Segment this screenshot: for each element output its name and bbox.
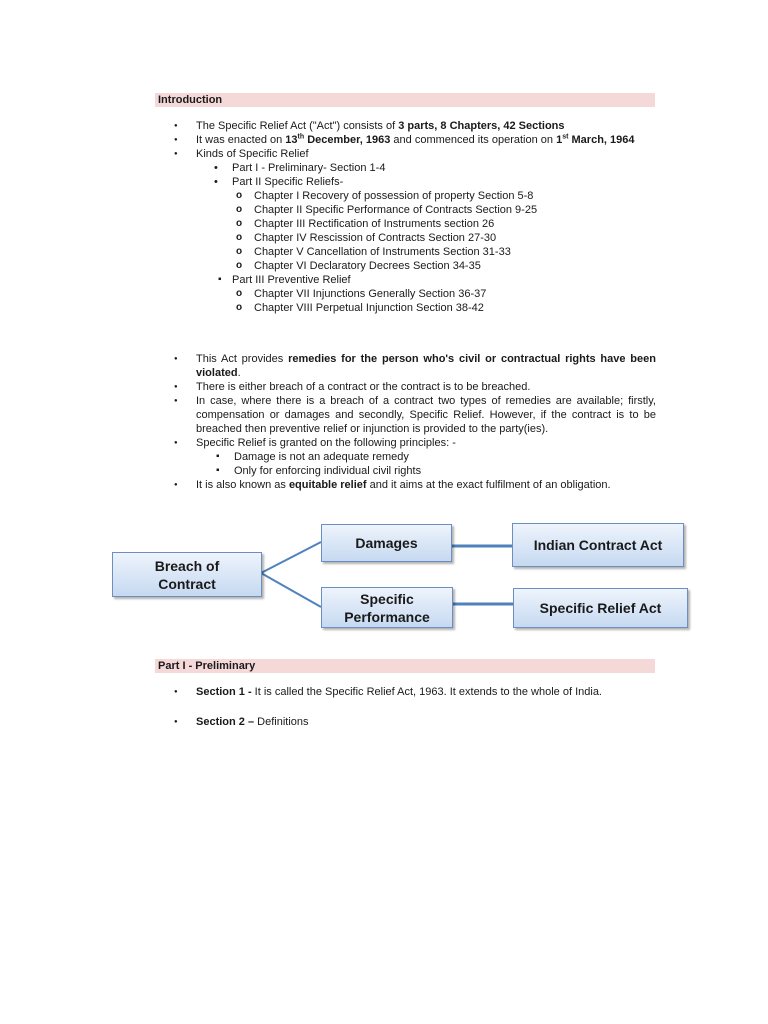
part-ii-label: Part II Specific Reliefs- xyxy=(232,176,344,188)
list-item xyxy=(174,147,656,315)
introduction-list-continued xyxy=(174,352,656,492)
chapter-text: Chapter VI Declaratory Decrees Section 34-35 xyxy=(254,260,481,272)
introduction-list xyxy=(174,119,656,315)
list-item xyxy=(174,380,656,394)
indian-contract-act-box xyxy=(512,523,684,567)
list-item xyxy=(174,478,656,492)
list-text: In case, where there is a breach of a contract two types of remedies are available; firstly, compensation or damages and secondly, Specific Relief. However, if the contract is to be breached then preventive relief or injunction is provided to the party(ies). xyxy=(196,395,656,435)
chapter-item xyxy=(232,301,656,315)
list-item xyxy=(174,685,656,699)
chapter-text: Chapter IV Rescission of Contracts Section 27-30 xyxy=(254,232,497,244)
superscript: st xyxy=(562,133,569,141)
part-item xyxy=(196,161,656,175)
part-i-preliminary-header: Part I - Preliminary xyxy=(155,659,655,673)
enact-day: 13 xyxy=(285,134,298,146)
section-label: Section 1 - xyxy=(196,686,252,698)
chapters-list xyxy=(232,287,656,315)
list-text: This Act provides xyxy=(196,353,289,365)
list-text: . xyxy=(237,367,241,379)
list-text: and commenced its operation on xyxy=(390,134,557,146)
chapter-item xyxy=(232,287,656,301)
list-text: It was enacted on xyxy=(196,134,286,146)
connector-breach-damages xyxy=(261,542,321,573)
chapter-text: Chapter II Specific Performance of Contracts Section 9-25 xyxy=(254,204,538,216)
list-item xyxy=(174,394,656,436)
damages-box xyxy=(321,524,452,562)
specific-performance-box xyxy=(321,587,453,628)
commence-date: March, 1964 xyxy=(568,134,635,146)
list-item xyxy=(174,436,656,478)
section-label: Section 2 – xyxy=(196,716,255,728)
principle-item xyxy=(196,450,656,464)
part-item xyxy=(196,273,656,315)
chapter-text: Chapter VII Injunctions Generally Section 36-37 xyxy=(254,288,487,300)
commence-day: 1 xyxy=(556,134,563,146)
list-text: It is called the Specific Relief Act, 1963. It extends to the whole of India. xyxy=(251,686,602,698)
list-text: and it aims at the exact fulfilment of an obligation. xyxy=(366,479,611,491)
list-bold-text: remedies for the person who's civil or contractual rights have been violated xyxy=(196,353,656,379)
principle-text: Only for enforcing individual civil rights xyxy=(234,465,422,477)
chapter-item xyxy=(232,245,656,259)
part-i-list xyxy=(174,685,656,729)
list-item xyxy=(174,352,656,380)
chapter-text: Chapter V Cancellation of Instruments Section 31-33 xyxy=(254,246,511,258)
principle-item xyxy=(196,464,656,478)
list-bold-text: 3 parts, 8 Chapters, 42 Sections xyxy=(398,120,565,132)
kinds-list xyxy=(196,161,656,315)
box-label: Performance xyxy=(344,608,430,625)
list-text: There is either breach of a contract or the contract is to be breached. xyxy=(196,381,531,393)
principle-text: Damage is not an adequate remedy xyxy=(234,451,409,463)
specific-relief-act-box xyxy=(513,588,688,628)
chapters-list xyxy=(232,189,656,273)
chapter-item xyxy=(232,189,656,203)
box-label: Specific Relief Act xyxy=(539,600,662,616)
chapter-text: Chapter III Rectification of Instruments section 26 xyxy=(254,218,495,230)
part-i-label: Part I - Preliminary- Section 1-4 xyxy=(232,162,386,174)
chapter-item xyxy=(232,259,656,273)
list-item xyxy=(174,133,656,147)
chapter-item xyxy=(232,203,656,217)
part-item xyxy=(196,175,656,273)
chapter-item xyxy=(232,217,656,231)
connector-breach-specific xyxy=(261,573,321,607)
box-label: Specific xyxy=(360,590,414,607)
list-text: Definitions xyxy=(254,716,309,728)
introduction-header: Introduction xyxy=(155,93,655,107)
list-text: Kinds of Specific Relief xyxy=(196,148,309,160)
principles-list xyxy=(196,450,656,478)
box-label: Damages xyxy=(355,535,418,551)
enact-date: December, 1963 xyxy=(304,134,391,146)
list-item xyxy=(174,119,656,133)
chapter-text: Chapter VIII Perpetual Injunction Section 38-42 xyxy=(254,302,484,314)
breach-of-contract-box xyxy=(112,552,262,597)
box-label: Indian Contract Act xyxy=(533,537,663,553)
box-label: Breach of xyxy=(154,557,220,574)
list-text: It is also known as xyxy=(196,479,289,491)
part-iii-label: Part III Preventive Relief xyxy=(232,274,351,286)
chapter-item xyxy=(232,231,656,245)
superscript: th xyxy=(297,133,305,141)
box-label: Contract xyxy=(158,575,216,592)
list-bold-text: equitable relief xyxy=(288,479,367,491)
list-text: The Specific Relief Act ("Act") consists of xyxy=(196,120,399,132)
list-item xyxy=(174,715,656,729)
list-text: Specific Relief is granted on the following principles: - xyxy=(196,437,456,449)
chapter-text: Chapter I Recovery of possession of property Section 5-8 xyxy=(254,190,534,202)
